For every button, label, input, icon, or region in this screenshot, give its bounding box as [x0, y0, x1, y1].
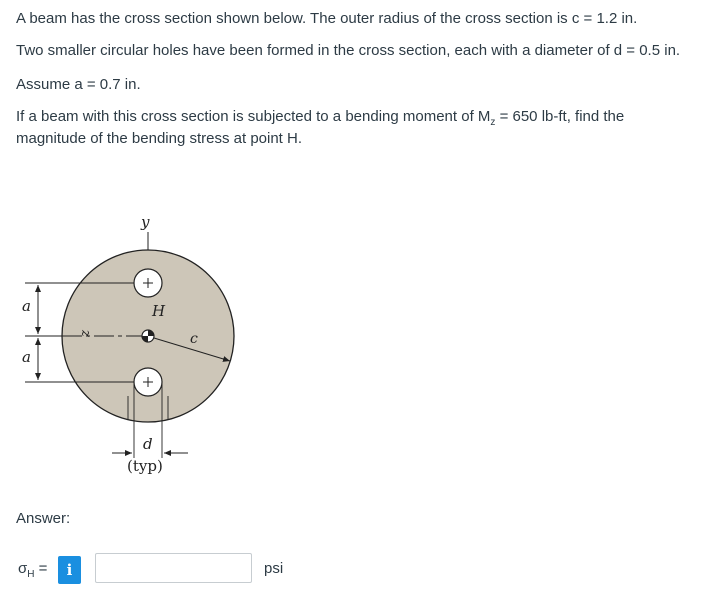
point-h-label: H [152, 302, 166, 320]
dim-a-bottom-label: a [22, 348, 31, 366]
problem-line-2: Two smaller circular holes have been formed in the cross section, each with a diameter of d = 0.5 in. [16, 42, 681, 59]
moment-subscript: z [490, 117, 496, 128]
problem-line-4-start: If a beam with this cross section is subjected to a bending moment of M [16, 108, 491, 125]
problem-line-5: magnitude of the bending stress at point H. [16, 130, 303, 147]
sigma-subscript: H [27, 569, 35, 580]
sigma-symbol: σ [18, 560, 28, 577]
cross-section-figure [0, 200, 300, 490]
unit-label: psi [264, 560, 284, 577]
centroid-icon [142, 330, 154, 342]
info-icon[interactable]: i [58, 556, 81, 584]
dim-d-label: d [143, 435, 153, 453]
dim-typ-label: (typ) [127, 457, 163, 475]
radius-label: c [190, 331, 198, 347]
y-axis-label: y [141, 213, 150, 231]
z-axis-label: z [78, 330, 93, 337]
answer-label: Answer: [16, 510, 71, 527]
dim-a-top-label: a [22, 297, 31, 315]
sigma-h-label [18, 560, 47, 580]
equals-sign: = [34, 560, 48, 577]
answer-input[interactable] [95, 553, 252, 583]
problem-line-4-end: = 650 lb-ft, find the [495, 108, 625, 125]
problem-line-1: A beam has the cross section shown below. The outer radius of the cross section is c = 1.2 in. [16, 10, 638, 27]
problem-line-3: Assume a = 0.7 in. [16, 76, 141, 93]
